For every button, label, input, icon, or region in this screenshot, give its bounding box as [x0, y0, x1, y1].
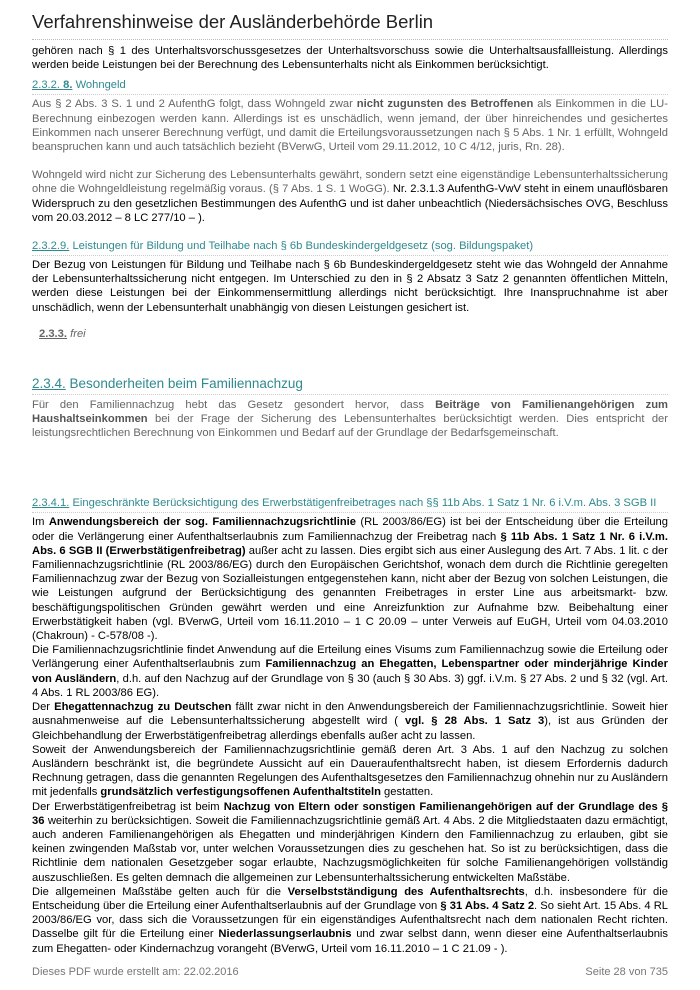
section-number[interactable]: 2.3.4.: [32, 375, 66, 391]
section-title: Eingeschränkte Berücksichtigung des Erwerbstätigenfreibetrages nach §§ 11b Abs. 1 Satz 1 Nr. 6 i.V.m. Abs. 3 SGB II: [72, 497, 657, 510]
section-heading-familiennachzug: [32, 376, 668, 395]
wohngeld-paragraph-2: Wohngeld wird nicht zur Sicherung des Lebensunterhalts gewährt, sondern setzt eine eigenständige Lebensunterhaltssicherung ohne die Wohngeldleistung regelmäßig voraus. (§ 7 Abs. 1 S. 1 WoGG). Nr. 2.3.1.3 AufenthG-VwV steht in einem unauflösbaren Widerspruch zu den gesetzlichen Bestimmungen des AufenthG und ist daher unbeachtlich (Niedersächsisches OVG, Beschluss vom 20.03.2012 – 8 LC 277/10 – ).: [32, 169, 668, 224]
section-heading-bildungspaket: [32, 239, 668, 256]
section-title: Besonderheiten beim Familiennachzug: [69, 375, 303, 391]
footer-created-date: Dieses PDF wurde erstellt am: 22.02.2016: [32, 966, 239, 978]
freibetrag-paragraph-5: Der Erwerbstätigenfreibetrag ist beim Nachzug von Eltern oder sonstigen Familienangehörigen auf der Grundlage des § 36 weiterhin zu berücksichtigen. Soweit die Familiennachzugsrichtlinie gemäß Art. 4 Abs. 2 die Mitgliedstaaten dazu ermächtigt, auch anderen Familienangehörigen als Ehegatten und minderjährigen Kindern den Familiennachzug zu erlauben, gibt sie keinen zwingenden Maßstab vor, unter welchen Voraussetzungen dies zu geschehen hat. So ist zu berücksichtigen, dass die Richtlinie dem nationalen Gesetzgeber sogar erlaubte, Nachzugsmöglichkeiten für solche Familienangehörigen vollständig auszuschließen. Es gelten demnach die allgemeinen zur Lebensunterhaltssicherung entwickelten Maßstäbe.: [32, 800, 669, 884]
freibetrag-paragraph-1: Im Anwendungsbereich der sog. Familiennachzugsrichtlinie (RL 2003/86/EG) ist bei der Entscheidung über die Erteilung oder die Verlängerung einer Aufenthaltserlaubnis zum Familiennachzug der Freibetrag nach § 11b Abs. 1 Satz 1 Nr. 6 i.V.m. Abs. 6 SGB II (Erwerbstätigenfreibetrag) außer acht zu lassen. Dies ergibt sich aus einer Auslegung des Art. 7 Abs. 1 lit. c der Familiennachzugsrichtlinie (RL 2003/86/EG) durch den Europäischen Gerichtshof, wonach dem durch die Richtlinie geregelten Familiennachzug zwar der Bezug von Sozialleistungen entgegenstehen kann, nicht aber der Bezug von solchen Leistungen, die wie Leistungen aufgrund der Berücksichtigung des genannten Freibetrages in erster Line aus arbeitsmarkt- bzw. beschäftigungspolitischen Gründen gewährt werden und eine Anreizfunktion zur Aufnahme bzw. Beibehaltung einer Erwerbstätigkeit haben (vgl. BVerwG, Urteil vom 16.11.2010 – 1 C 20.09 – unter Verweis auf EuGH, Urteil vom 04.03.2010 (Chakroun) - C-578/08 -).: [32, 516, 669, 643]
section-frei: [32, 328, 668, 340]
section-number[interactable]: 2.3.3.: [39, 327, 67, 340]
section-title: Wohngeld: [75, 79, 126, 92]
familiennachzug-paragraph: Für den Familiennachzug hebt das Gesetz gesondert hervor, dass Beiträge von Familienangehörigen zum Haushaltseinkommen bei der Frage der Sicherung des Lebensunterhaltes berücksichtigt werden. Dies entspricht der leistungsrechtlichen Berechnung von Einkommen und Bedarf auf der Grundlage der Bedarfsgemeinschaft.: [32, 398, 669, 440]
section-frei-label: frei: [70, 327, 86, 340]
page-content: [32, 44, 668, 956]
freibetrag-paragraph-3: Der Ehegattennachzug zu Deutschen fällt zwar nicht in den Anwendungsbereich der Familiennachzugsrichtlinie. Soweit hier ausnahmenweise auf die Lebensunterhaltssicherung abgestellt wird ( vgl. § 28 Abs. 1 Satz 3), ist aus Gründen der Gleichbehandlung der Erwerbstätigenfreibetrag allerdings ebenfalls außer acht zu lassen.: [32, 701, 669, 742]
wohngeld-paragraph-1: Aus § 2 Abs. 3 S. 1 und 2 AufenthG folgt, dass Wohngeld zwar nicht zugunsten des Betroffenen als Einkommen in die LU- Berechnung einbezogen werden kann. Allerdings ist es unschädlich, wenn jemand, der über hinreichendes und gesichertes Einkommen nach unserer Berechnung verfügt, und damit die Erteilungsvoraussetzungen nach § 5 Abs. 1 Nr. 1 erfüllt, Wohngeld beanspruchen kann und auch tatsächlich bezieht (BVerwG, Urteil vom 29.11.2012, 10 C 4/12, juris, Rn. 28).: [32, 98, 668, 154]
page-header-title: Verfahrenshinweise der Ausländerbehörde Berlin: [32, 11, 668, 40]
freibetrag-paragraph-4: Soweit der Anwendungsbereich der Familiennachzugsrichtlinie gemäß deren Art. 3 Abs. 1 auf den Nachzug zu solchen Ausländern beschränkt ist, die begründete Aussicht auf ein Daueraufenthaltsrecht haben, ist diesem Erfordernis dadurch Rechnung getragen, dass die genannten Regelungen des Aufenthaltsgesetzes den Familiennachzug ohnehin nur zu Ausländern mit jedenfalls grundsätzlich verfestigungsoffenen Aufenthaltstiteln gestatten.: [32, 743, 668, 799]
freibetrag-paragraph-6: Die allgemeinen Maßstäbe gelten auch für die Verselbstständigung des Aufenthaltsrechts, d.h. insbesondere für die Entscheidung über die Erteilung einer Aufenthaltserlaubnis auf der Grundlage von § 31 Abs. 4 Satz 2. So sieht Art. 15 Abs. 4 RL 2003/86/EG vor, dass sich die Voraussetzungen für ein eigenständiges Aufenthaltsrecht nach dem nationalen Recht richten. Dasselbe gilt für die Erteilung einer Niederlassungserlaubnis und zwar selbst dann, wenn dieser eine Aufenthaltserlaubnis zum Ehegatten- oder Kindernachzug vorangeht (BVerwG, Urteil vom 16.11.2010 – 1 C 21.09 - ).: [32, 885, 669, 955]
section-number[interactable]: 2.3.4.1.: [32, 497, 70, 510]
freibetrag-paragraph-2: Die Familiennachzugsrichtlinie findet Anwendung auf die Erteilung eines Visums zum Familiennachzug sowie die Erteilung oder Verlängerung einer Aufenthaltserlaubnis zum Familiennachzug an Ehegatten, Lebenspartner oder minderjährige Kinder von Ausländern, d.h. auf den Nachzug auf der Grundlage von § 30 (auch § 30 Abs. 3) ggf. i.V.m. § 27 Abs. 2 und § 32 (vgl. Art. 4 Abs. 1 RL 2003/86 EG).: [32, 644, 669, 699]
intro-paragraph: gehören nach § 1 des Unterhaltsvorschussgesetzes der Unterhaltsvorschuss sowie die Unterhaltsausfallleistung. Allerdings werden beide Leistungen bei der Berechnung des Lebensunterhalts nicht als Einkommen berücksichtigt.: [32, 45, 668, 72]
section-heading-erwerbstaetigenfreibetrag: [32, 496, 668, 513]
section-number[interactable]: 2.3.2.9.: [32, 240, 70, 253]
footer-page-number: Seite 28 von 735: [585, 966, 668, 978]
bildungspaket-paragraph: Der Bezug von Leistungen für Bildung und Teilhabe nach § 6b Bundeskindergeldgesetz steht wie das Wohngeld der Annahme der Lebensunterhaltssicherung nicht entgegen. Im Unterschied zu den in § 2 Absatz 3 Satz 2 genannten öffentlichen Mitteln, werden diese Leistungen bei der Einkommensermittlung allerdings nicht berücksichtigt. Ihre Inanspruchnahme ist aber unschädlich, wenn der Lebensunterhalt unabhängig von diesen Leistungen gesichert ist.: [32, 259, 668, 314]
section-number[interactable]: 2.3.2. 8.: [32, 79, 73, 92]
page-footer: [32, 966, 668, 978]
section-title: Leistungen für Bildung und Teilhabe nach § 6b Bundeskindergeldgesetz (sog. Bildungspaket): [72, 240, 534, 253]
section-heading-wohngeld: [32, 78, 668, 95]
